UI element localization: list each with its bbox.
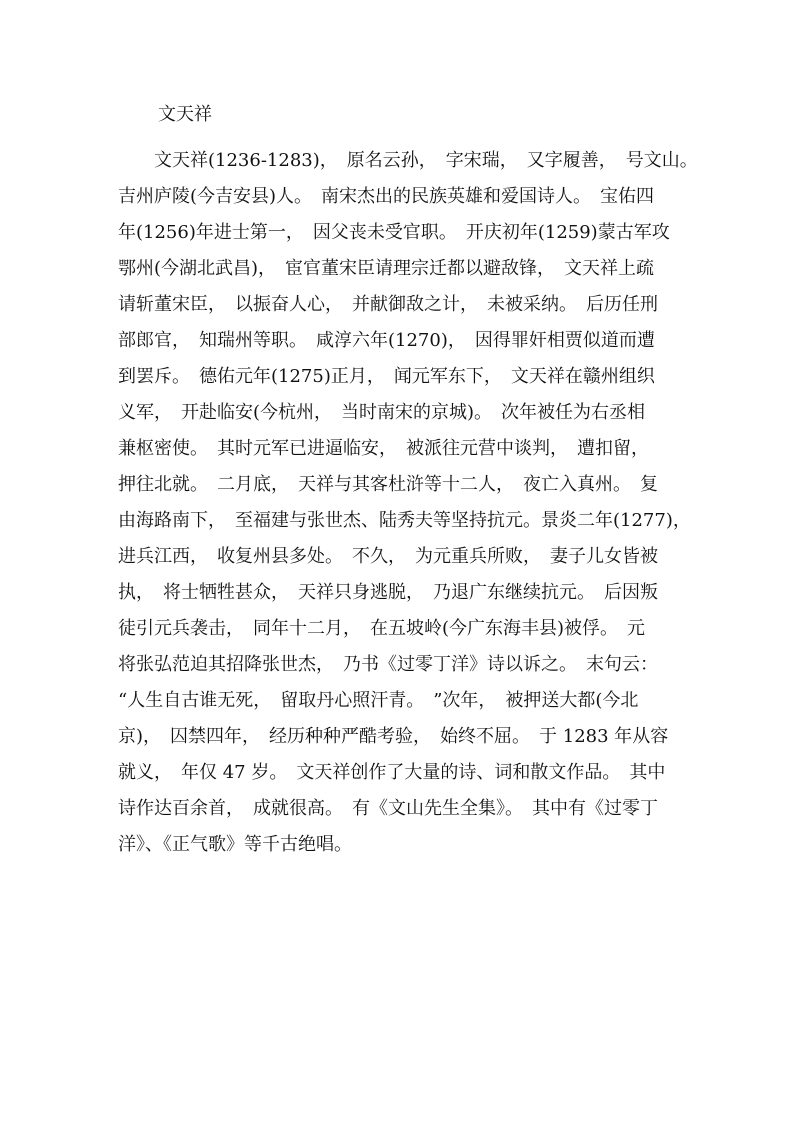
text-line: 由海路南下， 至福建与张世杰、陆秀夫等坚持抗元。景炎二年(1277)， [118,510,691,531]
text-line: 执， 将士牺牲甚众， 天祥只身逃脱， 乃退广东继续抗元。 后因叛 [118,582,658,603]
document-body [118,143,698,863]
text-line: 吉州庐陵(今吉安县)人。 南宋杰出的民族英雄和爱国诗人。 宝佑四 [118,186,655,207]
text-line: 就义， 年仅 47 岁。 文天祥创作了大量的诗、词和散文作品。 其中 [118,762,666,783]
text-line: 诗作达百余首， 成就很高。 有《文山先生全集》。 其中有《过零丁 [118,798,658,819]
text-line: 到罢斥。 德佑元年(1275)正月， 闻元军东下， 文天祥在赣州组织 [118,366,655,387]
text-line: 京)， 囚禁四年， 经历种种严酷考验， 始终不屈。 于 1283 年从容 [118,726,669,747]
text-line: 文天祥(1236-1283)， 原名云孙， 字宋瑞， 又字履善， 号文山。 [118,150,698,171]
text-line: 鄂州(今湖北武昌)， 宦官董宋臣请理宗迁都以避敌锋， 文天祥上疏 [118,258,655,279]
text-line: 徒引元兵袭击， 同年十二月， 在五坡岭(今广东海丰县)被俘。 元 [118,618,646,639]
text-line: “人生自古谁无死， 留取丹心照汗青。 ”次年， 被押送大都(今北 [118,690,639,711]
text-line: 兼枢密使。 其时元军已进逼临安， 被派往元营中谈判， 遭扣留， [118,438,649,459]
text-line: 部郎官， 知瑞州等职。 咸淳六年(1270)， 因得罪奸相贾似道而遭 [118,330,655,351]
text-line: 请斩董宋臣， 以振奋人心， 并献御敌之计， 未被采纳。 后历任刑 [118,294,658,315]
text-line: 洋》、《正气歌》等千古绝唱。 [118,834,352,855]
text-line: 将张弘范迫其招降张世杰， 乃书《过零丁洋》诗以诉之。 末句云： [118,654,658,675]
text-line: 进兵江西， 收复州县多处。 不久， 为元重兵所败， 妻子儿女皆被 [118,546,658,567]
text-line: 押往北就。 二月底， 天祥与其客杜浒等十二人， 夜亡入真州。 复 [118,474,658,495]
text-line: 义军， 开赴临安(今杭州， 当时南宋的京城)。 次年被任为右丞相 [118,402,646,423]
text-line: 年(1256)年进士第一， 因父丧未受官职。 开庆初年(1259)蒙古军攻 [118,222,670,243]
document-title: 文天祥 [158,104,212,125]
